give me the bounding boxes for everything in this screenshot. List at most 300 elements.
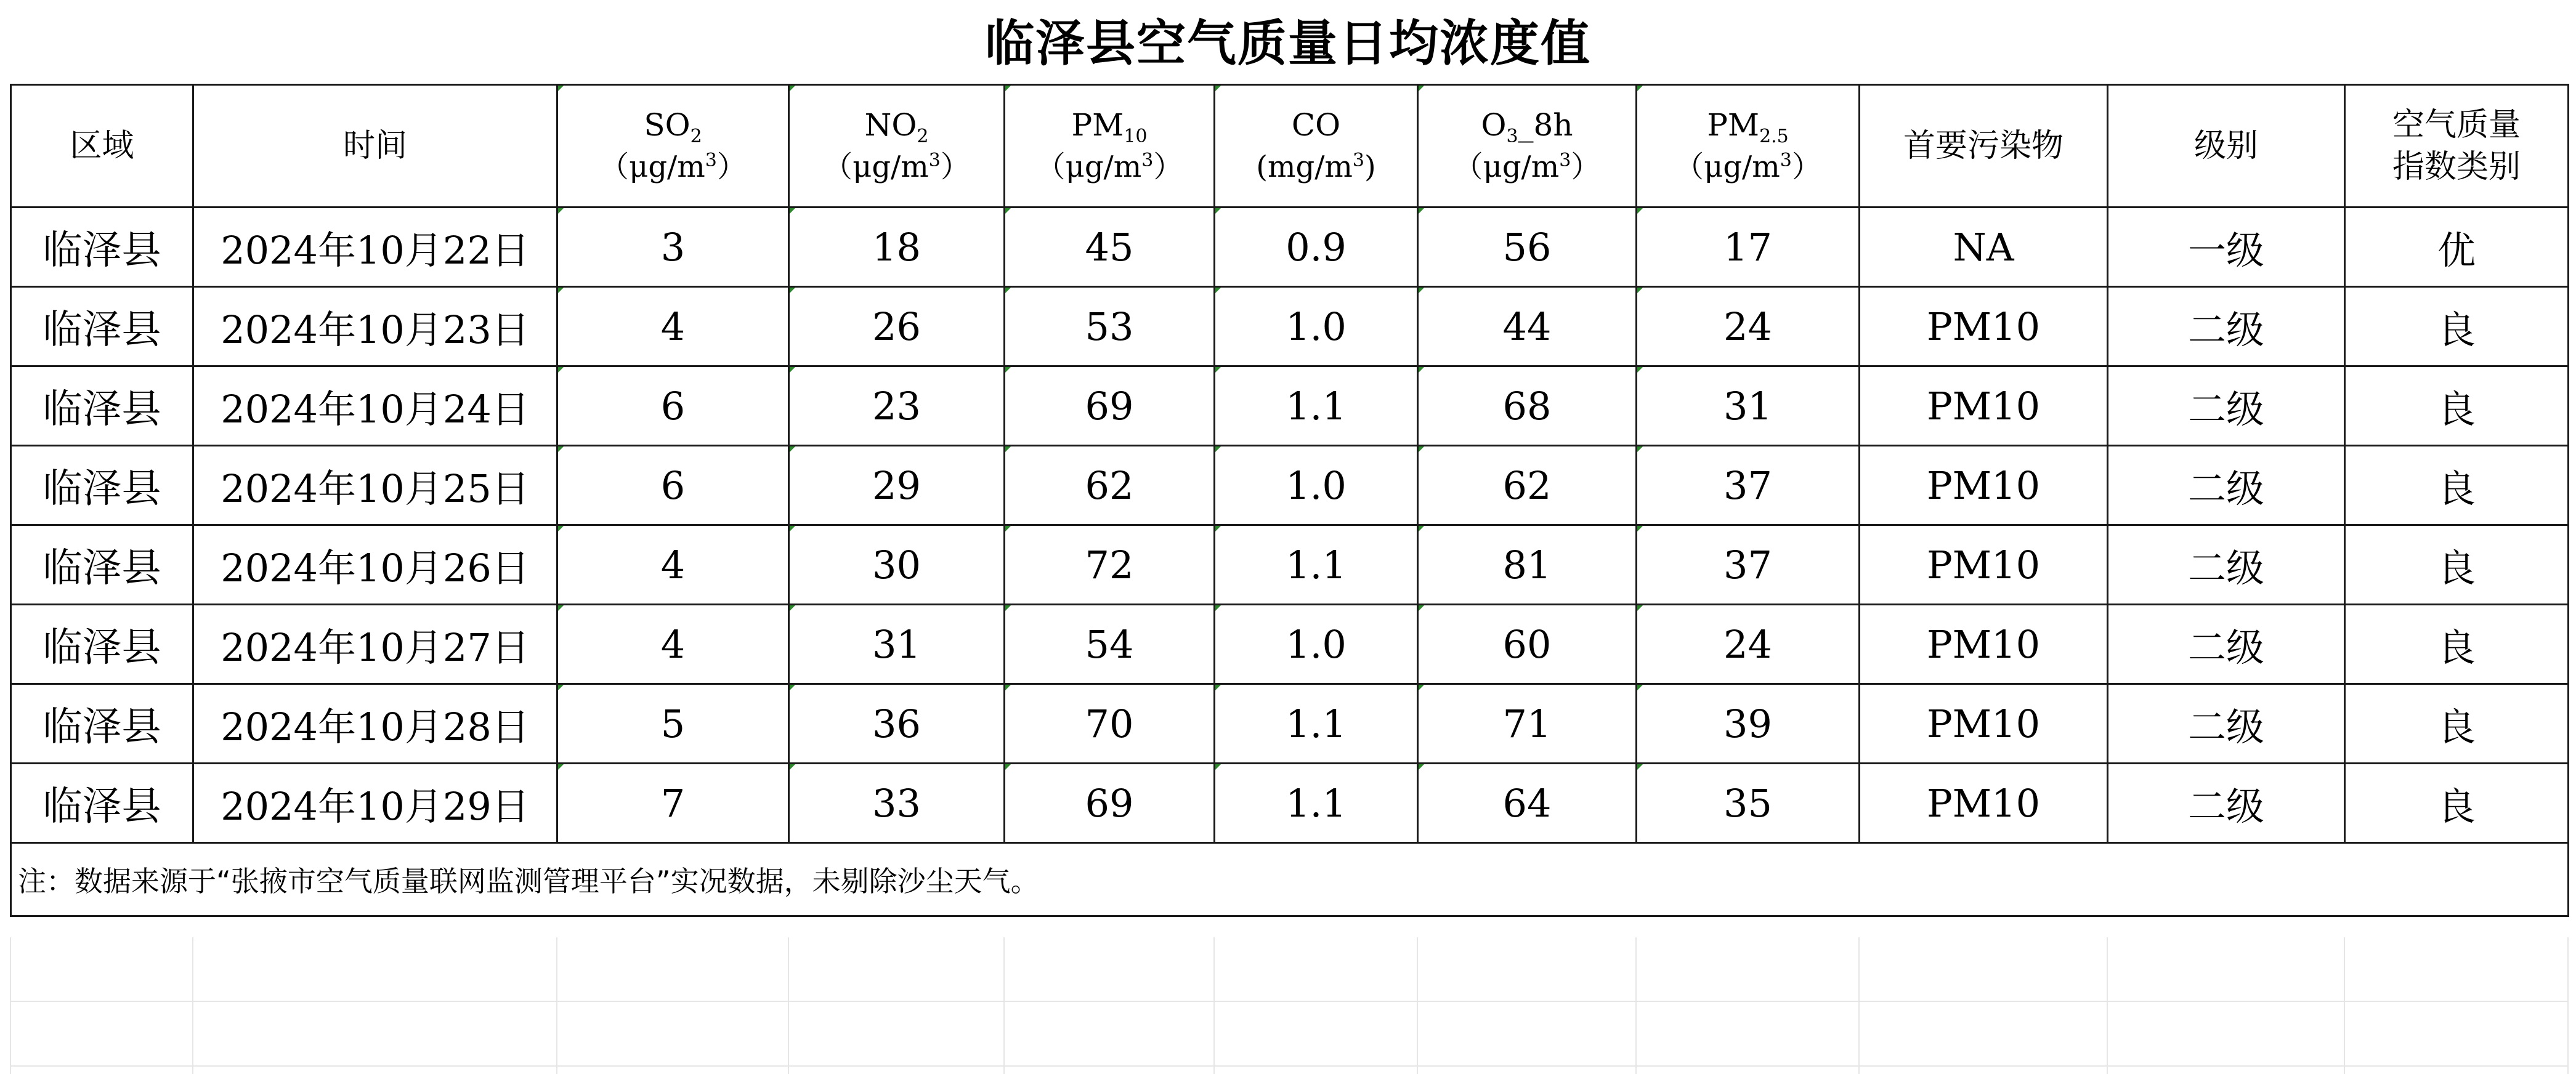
cell-so2[interactable] (557, 366, 789, 446)
cell-o3[interactable] (1418, 366, 1637, 446)
cell-marker-icon (1005, 605, 1011, 611)
cell-category[interactable] (2345, 605, 2569, 684)
cell-category-value: 良 (2437, 783, 2476, 829)
header-co-unit-close: ) (1364, 150, 1376, 184)
cell-primary-pollutant-value: PM10 (1926, 780, 2041, 826)
header-o3[interactable] (1418, 85, 1637, 208)
cell-primary-pollutant-value: PM10 (1926, 462, 2041, 508)
header-so2-sub: 2 (690, 126, 702, 147)
cell-primary-pollutant[interactable] (1860, 525, 2108, 605)
cell-marker-icon (558, 685, 564, 690)
cell-area[interactable] (11, 764, 193, 843)
cell-area-value: 临泽县 (43, 784, 161, 830)
cell-o3-value: 60 (1502, 621, 1552, 667)
cell-level-value: 二级 (2187, 704, 2264, 749)
cell-co-value: 1.1 (1286, 780, 1347, 826)
cell-pm25[interactable] (1637, 366, 1860, 446)
cell-o3-value: 44 (1502, 304, 1552, 349)
cell-marker-icon (1637, 764, 1643, 770)
cell-primary-pollutant[interactable] (1860, 605, 2108, 684)
cell-category[interactable] (2345, 208, 2569, 287)
sheet-gridline (1003, 937, 1005, 1074)
cell-level-value: 二级 (2187, 386, 2264, 432)
cell-no2-value: 31 (872, 621, 921, 667)
cell-area-value: 临泽县 (43, 625, 161, 671)
header-o3-unit-sup: 3 (1559, 150, 1571, 171)
table-row (11, 208, 2569, 287)
sheet-gridline (556, 937, 557, 1074)
cell-area[interactable] (11, 446, 193, 525)
cell-co-value: 1.1 (1286, 383, 1347, 429)
source-note[interactable]: 注：数据来源于“张掖市空气质量联网监测管理平台”实况数据，未剔除沙尘天气。 (11, 843, 2569, 916)
cell-o3[interactable] (1418, 208, 1637, 287)
header-o3-suffix: _8h (1518, 107, 1573, 143)
cell-marker-icon (1637, 86, 1643, 91)
cell-so2[interactable] (557, 764, 789, 843)
cell-category-value: 良 (2437, 307, 2476, 352)
cell-category[interactable] (2345, 446, 2569, 525)
cell-area[interactable] (11, 366, 193, 446)
cell-area-value: 临泽县 (43, 466, 161, 512)
cell-level-value: 二级 (2187, 545, 2264, 591)
cell-date[interactable] (193, 764, 557, 843)
cell-pm25[interactable] (1637, 605, 1860, 684)
cell-primary-pollutant-value: PM10 (1926, 621, 2041, 667)
table-row (11, 446, 2569, 525)
sheet-gridline (1417, 937, 1418, 1074)
cell-co[interactable] (1215, 287, 1418, 366)
cell-marker-icon (790, 446, 795, 452)
cell-marker-icon (1419, 86, 1424, 91)
cell-marker-icon (558, 526, 564, 531)
cell-marker-icon (790, 86, 795, 91)
cell-marker-icon (1637, 288, 1643, 293)
cell-category[interactable] (2345, 287, 2569, 366)
cell-marker-icon (558, 288, 564, 293)
header-co-unit-sup: 3 (1352, 150, 1364, 171)
cell-pm10-value: 62 (1085, 462, 1134, 508)
cell-category[interactable] (2345, 366, 2569, 446)
cell-date-value: 2024年10月29日 (221, 783, 530, 829)
cell-co-value: 1.1 (1286, 542, 1347, 587)
cell-marker-icon (1215, 526, 1221, 531)
cell-area-value: 临泽县 (43, 387, 161, 432)
cell-level-value: 一级 (2187, 227, 2264, 273)
cell-no2[interactable] (789, 446, 1005, 525)
cell-category-value: 良 (2437, 704, 2476, 749)
cell-marker-icon (558, 86, 564, 91)
header-so2[interactable] (557, 85, 789, 208)
cell-co-value: 0.9 (1286, 224, 1347, 270)
sheet-gridline (2107, 937, 2108, 1074)
cell-marker-icon (558, 367, 564, 373)
cell-marker-icon (1419, 288, 1424, 293)
header-no2[interactable] (789, 85, 1005, 208)
cell-marker-icon (558, 605, 564, 611)
sheet-gridline (788, 937, 789, 1074)
table-row (11, 287, 2569, 366)
header-co[interactable] (1215, 85, 1418, 208)
cell-so2[interactable] (557, 208, 789, 287)
header-o3-unit: （μg/m (1453, 150, 1560, 184)
page-title: 临泽县空气质量日均浓度值 (985, 15, 1591, 72)
table-row (11, 684, 2569, 764)
cell-date[interactable] (193, 366, 557, 446)
header-pm25-unit-close: ） (1791, 150, 1821, 184)
cell-marker-icon (1215, 208, 1221, 214)
cell-marker-icon (1637, 446, 1643, 452)
cell-o3-value: 68 (1502, 383, 1552, 429)
cell-marker-icon (1419, 367, 1424, 373)
cell-no2[interactable] (789, 366, 1005, 446)
header-so2-unit: （μg/m (599, 150, 705, 184)
cell-o3[interactable] (1418, 684, 1637, 764)
cell-category-value: 良 (2437, 624, 2476, 670)
cell-marker-icon (1419, 764, 1424, 770)
cell-date[interactable] (193, 208, 557, 287)
note-row (11, 843, 2569, 916)
table-row (11, 366, 2569, 446)
cell-pm25-value: 31 (1723, 383, 1772, 429)
cell-area-value: 临泽县 (43, 228, 161, 273)
cell-primary-pollutant[interactable] (1860, 764, 2108, 843)
cell-pm10-value: 72 (1085, 542, 1134, 587)
cell-marker-icon (1005, 526, 1011, 531)
cell-pm25[interactable] (1637, 525, 1860, 605)
cell-marker-icon (1419, 446, 1424, 452)
cell-area[interactable] (11, 605, 193, 684)
cell-marker-icon (1419, 605, 1424, 611)
cell-level[interactable] (2108, 446, 2345, 525)
cell-co[interactable] (1215, 366, 1418, 446)
cell-pm25-value: 17 (1723, 224, 1772, 270)
header-pm10-unit-close: ） (1153, 150, 1183, 184)
cell-marker-icon (1215, 86, 1221, 91)
cell-level-value: 二级 (2187, 307, 2264, 352)
cell-marker-icon (1215, 605, 1221, 611)
cell-pm25[interactable] (1637, 764, 1860, 843)
cell-primary-pollutant-value: PM10 (1926, 701, 2041, 746)
cell-pm10[interactable] (1005, 208, 1215, 287)
cell-level-value: 二级 (2187, 624, 2264, 670)
cell-primary-pollutant[interactable] (1860, 287, 2108, 366)
sheet-gridline (1858, 937, 1860, 1074)
header-primary-pollutant[interactable]: 首要污染物 (1860, 85, 2108, 208)
cell-primary-pollutant-value: NA (1953, 224, 2014, 270)
cell-so2-value: 6 (660, 462, 686, 508)
cell-no2-value: 26 (872, 304, 921, 349)
cell-date-value: 2024年10月24日 (221, 386, 530, 432)
cell-marker-icon (790, 208, 795, 214)
cell-so2-value: 4 (660, 304, 686, 349)
cell-co-value: 1.0 (1286, 304, 1347, 349)
header-o3-name: O (1481, 107, 1507, 143)
cell-level[interactable] (2108, 208, 2345, 287)
header-o3-sub: 3 (1506, 126, 1518, 147)
cell-so2-value: 4 (660, 621, 686, 667)
cell-pm10-value: 69 (1085, 780, 1134, 826)
cell-date-value: 2024年10月27日 (221, 624, 530, 670)
cell-marker-icon (1005, 685, 1011, 690)
cell-pm10[interactable] (1005, 446, 1215, 525)
cell-marker-icon (1637, 685, 1643, 690)
cell-level[interactable] (2108, 764, 2345, 843)
cell-co[interactable] (1215, 764, 1418, 843)
cell-level-value: 二级 (2187, 466, 2264, 511)
air-quality-table (10, 84, 2569, 917)
cell-pm25[interactable] (1637, 446, 1860, 525)
cell-marker-icon (1005, 86, 1011, 91)
cell-level[interactable] (2108, 366, 2345, 446)
cell-marker-icon (1005, 367, 1011, 373)
cell-no2-value: 23 (872, 383, 921, 429)
cell-so2-value: 7 (660, 780, 686, 826)
cell-co-value: 1.1 (1286, 701, 1347, 746)
cell-o3[interactable] (1418, 525, 1637, 605)
cell-marker-icon (1637, 526, 1643, 531)
cell-primary-pollutant[interactable] (1860, 446, 2108, 525)
cell-o3-value: 62 (1502, 462, 1552, 508)
sheet-gridline (10, 1001, 2567, 1002)
cell-pm10[interactable] (1005, 764, 1215, 843)
cell-co-value: 1.0 (1286, 462, 1347, 508)
table-row (11, 605, 2569, 684)
cell-primary-pollutant[interactable] (1860, 366, 2108, 446)
cell-no2[interactable] (789, 684, 1005, 764)
cell-pm25[interactable] (1637, 208, 1860, 287)
cell-marker-icon (1419, 685, 1424, 690)
cell-primary-pollutant-value: PM10 (1926, 383, 2041, 429)
cell-pm25-value: 35 (1723, 780, 1772, 826)
header-co-name: CO (1291, 107, 1341, 143)
cell-so2-value: 4 (660, 542, 686, 587)
cell-pm25-value: 39 (1723, 701, 1772, 746)
cell-level[interactable] (2108, 287, 2345, 366)
cell-marker-icon (790, 526, 795, 531)
cell-so2[interactable] (557, 684, 789, 764)
cell-so2-value: 3 (660, 224, 686, 270)
cell-pm10-value: 45 (1085, 224, 1134, 270)
cell-no2-value: 29 (872, 462, 921, 508)
cell-marker-icon (1005, 764, 1011, 770)
cell-o3[interactable] (1418, 287, 1637, 366)
cell-date-value: 2024年10月28日 (221, 704, 530, 749)
cell-date-value: 2024年10月23日 (221, 307, 530, 352)
cell-co[interactable] (1215, 208, 1418, 287)
cell-no2-value: 18 (872, 224, 921, 270)
header-pm10-unit: （μg/m (1035, 150, 1142, 184)
header-pm25[interactable] (1637, 85, 1860, 208)
cell-no2[interactable] (789, 764, 1005, 843)
header-category-line2: 指数类别 (2392, 148, 2521, 185)
cell-pm10-value: 69 (1085, 383, 1134, 429)
cell-no2[interactable] (789, 605, 1005, 684)
cell-no2-value: 36 (872, 701, 921, 746)
cell-area[interactable] (11, 208, 193, 287)
header-row (11, 85, 2569, 208)
cell-pm10-value: 53 (1085, 304, 1134, 349)
header-no2-name: NO (864, 107, 917, 143)
cell-o3-value: 56 (1502, 224, 1552, 270)
sheet-gridline (10, 1065, 2567, 1067)
cell-o3[interactable] (1418, 764, 1637, 843)
cell-marker-icon (1215, 288, 1221, 293)
cell-marker-icon (790, 605, 795, 611)
cell-o3-value: 64 (1502, 780, 1552, 826)
cell-pm25-value: 24 (1723, 621, 1772, 667)
cell-area[interactable] (11, 684, 193, 764)
header-pm10-sub: 10 (1124, 126, 1148, 147)
cell-level[interactable] (2108, 525, 2345, 605)
cell-category-value: 良 (2437, 545, 2476, 591)
header-pm10[interactable] (1005, 85, 1215, 208)
cell-no2[interactable] (789, 287, 1005, 366)
sheet-gridline (192, 937, 193, 1074)
cell-date[interactable] (193, 605, 557, 684)
cell-so2[interactable] (557, 446, 789, 525)
header-no2-unit: （μg/m (823, 150, 929, 184)
cell-marker-icon (1005, 446, 1011, 452)
header-no2-unit-close: ） (940, 150, 970, 184)
cell-date-value: 2024年10月25日 (221, 466, 530, 511)
cell-marker-icon (1215, 367, 1221, 373)
cell-no2[interactable] (789, 208, 1005, 287)
cell-date[interactable] (193, 525, 557, 605)
cell-category[interactable] (2345, 764, 2569, 843)
cell-category-value: 优 (2437, 227, 2476, 273)
cell-marker-icon (558, 764, 564, 770)
cell-o3-value: 71 (1502, 701, 1552, 746)
cell-level[interactable] (2108, 684, 2345, 764)
cell-marker-icon (1637, 605, 1643, 611)
header-category-line1: 空气质量 (2392, 107, 2521, 143)
sheet-gridline (10, 937, 11, 1074)
sheet-gridline (1635, 937, 1637, 1074)
header-category[interactable] (2345, 85, 2569, 208)
cell-marker-icon (790, 685, 795, 690)
cell-marker-icon (1215, 764, 1221, 770)
cell-co[interactable] (1215, 605, 1418, 684)
sheet-gridline (1213, 937, 1215, 1074)
cell-pm10[interactable] (1005, 684, 1215, 764)
cell-category[interactable] (2345, 525, 2569, 605)
header-no2-unit-sup: 3 (928, 150, 941, 171)
cell-area[interactable] (11, 525, 193, 605)
header-so2-unit-sup: 3 (705, 150, 717, 171)
cell-so2-value: 5 (660, 701, 686, 746)
table-row (11, 764, 2569, 843)
cell-pm25-value: 37 (1723, 542, 1772, 587)
cell-pm25[interactable] (1637, 287, 1860, 366)
cell-pm10[interactable] (1005, 605, 1215, 684)
header-pm10-unit-sup: 3 (1141, 150, 1154, 171)
cell-category-value: 良 (2437, 386, 2476, 432)
cell-marker-icon (1215, 446, 1221, 452)
cell-pm10[interactable] (1005, 366, 1215, 446)
cell-no2-value: 30 (872, 542, 921, 587)
table-row (11, 525, 2569, 605)
header-o3-unit-close: ） (1571, 150, 1601, 184)
cell-primary-pollutant[interactable] (1860, 684, 2108, 764)
header-so2-unit-close: ） (716, 150, 747, 184)
cell-level[interactable] (2108, 605, 2345, 684)
cell-date-value: 2024年10月26日 (221, 545, 530, 591)
cell-marker-icon (1005, 288, 1011, 293)
cell-marker-icon (1419, 526, 1424, 531)
cell-so2[interactable] (557, 605, 789, 684)
cell-pm25[interactable] (1637, 684, 1860, 764)
cell-marker-icon (790, 764, 795, 770)
sheet-gridline (2344, 937, 2345, 1074)
header-pm25-sub: 2.5 (1759, 126, 1789, 147)
cell-o3[interactable] (1418, 605, 1637, 684)
cell-pm10-value: 70 (1085, 701, 1134, 746)
cell-pm10-value: 54 (1085, 621, 1134, 667)
cell-pm10[interactable] (1005, 525, 1215, 605)
cell-primary-pollutant[interactable] (1860, 208, 2108, 287)
cell-primary-pollutant-value: PM10 (1926, 542, 2041, 587)
cell-marker-icon (1637, 208, 1643, 214)
header-no2-sub: 2 (917, 126, 929, 147)
cell-co-value: 1.0 (1286, 621, 1347, 667)
cell-co[interactable] (1215, 684, 1418, 764)
header-pm10-name: PM (1071, 107, 1124, 143)
cell-area-value: 临泽县 (43, 307, 161, 353)
cell-marker-icon (558, 446, 564, 452)
cell-area-value: 临泽县 (43, 546, 161, 591)
cell-marker-icon (790, 367, 795, 373)
cell-level-value: 二级 (2187, 783, 2264, 829)
header-area[interactable]: 区域 (11, 85, 193, 208)
cell-o3[interactable] (1418, 446, 1637, 525)
cell-area[interactable] (11, 287, 193, 366)
cell-marker-icon (790, 288, 795, 293)
cell-date[interactable] (193, 287, 557, 366)
header-pm25-unit-sup: 3 (1780, 150, 1792, 171)
cell-co[interactable] (1215, 525, 1418, 605)
cell-category-value: 良 (2437, 466, 2476, 511)
cell-date[interactable] (193, 446, 557, 525)
cell-date[interactable] (193, 684, 557, 764)
cell-marker-icon (1419, 208, 1424, 214)
cell-pm25-value: 24 (1723, 304, 1772, 349)
cell-no2[interactable] (789, 525, 1005, 605)
cell-category[interactable] (2345, 684, 2569, 764)
cell-o3-value: 81 (1502, 542, 1552, 587)
cell-pm10[interactable] (1005, 287, 1215, 366)
header-time[interactable]: 时间 (193, 85, 557, 208)
cell-area-value: 临泽县 (43, 705, 161, 750)
header-pm25-unit: （μg/m (1674, 150, 1780, 184)
cell-primary-pollutant-value: PM10 (1926, 304, 2041, 349)
header-co-unit: (mg/m (1256, 150, 1353, 184)
header-pm25-name: PM (1707, 107, 1760, 143)
cell-marker-icon (1637, 367, 1643, 373)
cell-pm25-value: 37 (1723, 462, 1772, 508)
cell-no2-value: 33 (872, 780, 921, 826)
cell-so2-value: 6 (660, 383, 686, 429)
sheet-gridline (2567, 937, 2569, 1074)
cell-co[interactable] (1215, 446, 1418, 525)
cell-so2[interactable] (557, 287, 789, 366)
cell-marker-icon (1005, 208, 1011, 214)
header-so2-name: SO (644, 107, 691, 143)
cell-marker-icon (1215, 685, 1221, 690)
cell-so2[interactable] (557, 525, 789, 605)
cell-date-value: 2024年10月22日 (221, 227, 530, 273)
cell-marker-icon (558, 208, 564, 214)
header-level[interactable]: 级别 (2108, 85, 2345, 208)
